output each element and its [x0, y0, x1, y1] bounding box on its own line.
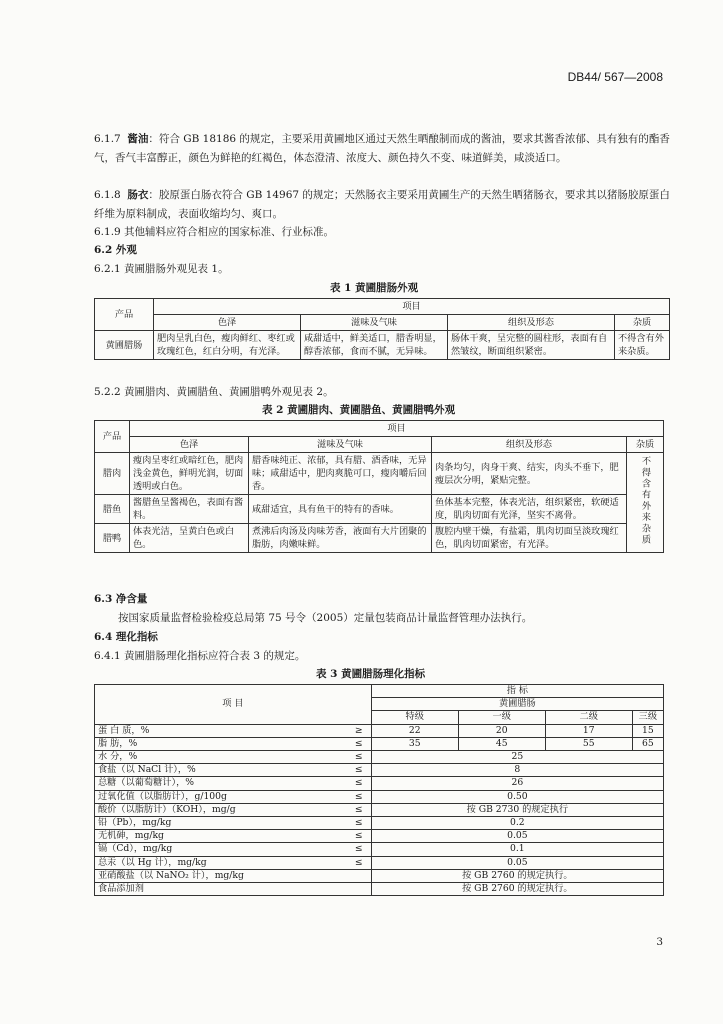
table2-appearance	[94, 420, 664, 553]
table2-col-header: 滋味及气味	[249, 437, 432, 453]
table1-product-header: 产品	[95, 299, 154, 331]
table3-merged-value: 26	[371, 777, 663, 790]
page-number: 3	[656, 936, 663, 948]
table2-product: 腊鱼	[95, 495, 130, 524]
table3-grade-header: 二级	[545, 711, 632, 724]
table2-cell: 腹腔内壁干燥，有盐霜，肌肉切面呈淡玫瑰红色，肌肉切面紧密，有光泽。	[432, 524, 627, 553]
table1-col-header: 组织及形态	[448, 315, 615, 331]
section-number: 6.1.8	[94, 189, 121, 201]
table3-operator	[347, 883, 372, 896]
table1-caption: 表 1 黄圃腊肠外观	[330, 282, 419, 294]
table1-item-header: 项目	[154, 299, 670, 315]
table3-merged-value: 25	[371, 751, 663, 764]
table3-merged-value: 按 GB 2760 的规定执行。	[371, 869, 663, 882]
table2-col-header: 组织及形态	[432, 437, 627, 453]
table3-operator: ≥	[347, 724, 372, 737]
table3-product-header: 黄圃腊肠	[371, 698, 663, 711]
table3-grade-header: 三级	[632, 711, 663, 724]
table3-merged-value: 0.1	[371, 843, 663, 856]
table3-item: 总糖（以葡萄糖计），%	[95, 777, 347, 790]
section-5-2-2: 5.2.2 黄圃腊肉、黄圃腊鱼、黄圃腊鸭外观见表 2。	[94, 386, 334, 398]
table3-item: 酸价（以脂肪计）（KOH），mg/g	[95, 803, 347, 816]
table3-grade-header: 特级	[371, 711, 458, 724]
table3-operator: ≤	[347, 817, 372, 830]
table3-index-header: 指 标	[371, 685, 663, 698]
table3-item-header: 项 目	[95, 685, 372, 725]
table3-value: 55	[545, 737, 632, 750]
table3-value: 65	[632, 737, 663, 750]
table2-cell: 鱼体基本完整，体表光洁，组织紧密，软硬适度，肌肉切面有光泽，坚实不离骨。	[432, 495, 627, 524]
table1-cell: 咸甜适中，鲜美适口，腊香明显，醇香浓郁，食而不腻，无异味。	[301, 331, 448, 360]
table3-operator: ≤	[347, 803, 372, 816]
table3-operator: ≤	[347, 751, 372, 764]
table3-physchem	[94, 684, 664, 896]
table1-col-header: 色泽	[154, 315, 301, 331]
table1-cell: 肠体干爽，呈完整的圆柱形，表面有自然皱纹，断面组织紧密。	[448, 331, 615, 360]
section-6-2-heading: 6.2 外观	[94, 244, 137, 256]
section-6-4-1: 6.4.1 黄圃腊肠理化指标应符合表 3 的规定。	[94, 650, 306, 662]
table2-impurity	[627, 453, 664, 553]
table3-value: 22	[371, 724, 458, 737]
section-6-1-7	[94, 130, 674, 167]
section-6-3-text: 按国家质量监督检验检疫总局第 75 号令（2005）定量包装商品计量监督管理办法执行。	[118, 612, 533, 624]
table2-cell: 体表光洁，呈黄白色或白色。	[130, 524, 249, 553]
table3-operator: ≤	[347, 790, 372, 803]
table1-cell: 肥肉呈乳白色，瘦肉鲜红、枣红或玫瑰红色，红白分明，有光泽。	[154, 331, 301, 360]
table3-item: 食盐（以 NaCl 计），%	[95, 764, 347, 777]
table2-product: 腊鸭	[95, 524, 130, 553]
table2-caption: 表 2 黄圃腊肉、黄圃腊鱼、黄圃腊鸭外观	[262, 404, 456, 416]
table3-merged-value: 0.2	[371, 817, 663, 830]
table3-value: 20	[458, 724, 545, 737]
section-6-1-9: 6.1.9 其他辅料应符合相应的国家标准、行业标准。	[94, 226, 335, 238]
table2-col-header: 杂质	[627, 437, 664, 453]
section-6-1-8	[94, 186, 674, 223]
section-text: ：符合 GB 18186 的规定，主要采用黄圃地区通过天然生晒酿制而成的酱油，要求其酱香浓郁、具有独有的酯香气，香气丰富醇正，颜色为鲜艳的红褐色，体态澄清、浓度大、颜色持久不变、味道鲜美，咸淡适口。	[94, 133, 670, 164]
table2-cell: 瘦肉呈枣红或暗红色，肥肉浅金黄色，鲜明光润，切面透明或白色。	[130, 453, 249, 495]
table3-value: 45	[458, 737, 545, 750]
table3-merged-value: 按 GB 2760 的规定执行。	[371, 883, 663, 896]
table2-cell: 煮沸后肉汤及肉味芳香，液面有大片团聚的脂肪，肉嫩味鲜。	[249, 524, 432, 553]
section-number: 6.1.7	[94, 133, 121, 145]
table3-item: 脂 肪，%	[95, 737, 347, 750]
table3-operator: ≤	[347, 737, 372, 750]
table3-operator: ≤	[347, 856, 372, 869]
section-6-4-heading: 6.4 理化指标	[94, 631, 158, 643]
table3-value: 35	[371, 737, 458, 750]
table1-col-header: 杂质	[615, 315, 670, 331]
table2-product: 腊肉	[95, 453, 130, 495]
standard-code: DB44/ 567—2008	[567, 70, 663, 84]
table3-merged-value: 8	[371, 764, 663, 777]
table3-item: 蛋 白 质，%	[95, 724, 347, 737]
table3-item: 亚硝酸盐（以 NaNO₂ 计），mg/kg	[95, 869, 347, 882]
table2-col-header: 色泽	[130, 437, 249, 453]
table3-operator	[347, 869, 372, 882]
table3-item: 水 分，%	[95, 751, 347, 764]
section-text: ：胶原蛋白肠衣符合 GB 14967 的规定；天然肠衣主要采用黄圃生产的天然生晒猪肠衣，要求其以猪肠胶原蛋白纤维为原料制成，表面收缩均匀、爽口。	[94, 189, 670, 220]
table2-product-header: 产品	[95, 421, 130, 453]
table2-cell: 咸甜适宜，具有鱼干的特有的香味。	[249, 495, 432, 524]
table2-item-header: 项目	[130, 421, 664, 437]
table2-cell: 腊香味纯正、浓郁，具有腊、酒香味，无异味；咸甜适中，肥肉爽脆可口，瘦肉嚼后回香。	[249, 453, 432, 495]
table1-cell: 不得含有外来杂质。	[615, 331, 670, 360]
table3-operator: ≤	[347, 843, 372, 856]
table3-item: 镉（Cd），mg/kg	[95, 843, 347, 856]
table1-product: 黄圃腊肠	[95, 331, 154, 360]
table3-item: 总汞（以 Hg 计），mg/kg	[95, 856, 347, 869]
table3-merged-value: 0.50	[371, 790, 663, 803]
table3-caption: 表 3 黄圃腊肠理化指标	[316, 668, 426, 680]
table3-item: 过氧化值（以脂肪计），g/100g	[95, 790, 347, 803]
table3-operator: ≤	[347, 764, 372, 777]
section-6-2-1: 6.2.1 黄圃腊肠外观见表 1。	[94, 263, 229, 275]
table3-item: 无机砷，mg/kg	[95, 830, 347, 843]
section-6-3-heading: 6.3 净含量	[94, 593, 148, 605]
table1-appearance	[94, 298, 670, 360]
table3-operator: ≤	[347, 830, 372, 843]
table3-item: 铅（Pb），mg/kg	[95, 817, 347, 830]
table3-grade-header: 一级	[458, 711, 545, 724]
table2-cell: 肉条均匀，肉身干爽、结实，肉头不垂下，肥瘦层次分明，紧贴完整。	[432, 453, 627, 495]
table3-item: 食品添加剂	[95, 883, 347, 896]
table3-value: 15	[632, 724, 663, 737]
table2-cell: 酱腊鱼呈酱褐色，表面有酱料。	[130, 495, 249, 524]
table2-impurity-text: 不得含有外来杂质	[639, 455, 651, 546]
table3-value: 17	[545, 724, 632, 737]
section-title: 肠衣	[127, 189, 149, 201]
table3-operator: ≤	[347, 777, 372, 790]
table3-merged-value: 0.05	[371, 856, 663, 869]
table3-merged-value: 按 GB 2730 的规定执行	[371, 803, 663, 816]
table3-merged-value: 0.05	[371, 830, 663, 843]
table1-col-header: 滋味及气味	[301, 315, 448, 331]
section-title: 酱油	[127, 133, 149, 145]
